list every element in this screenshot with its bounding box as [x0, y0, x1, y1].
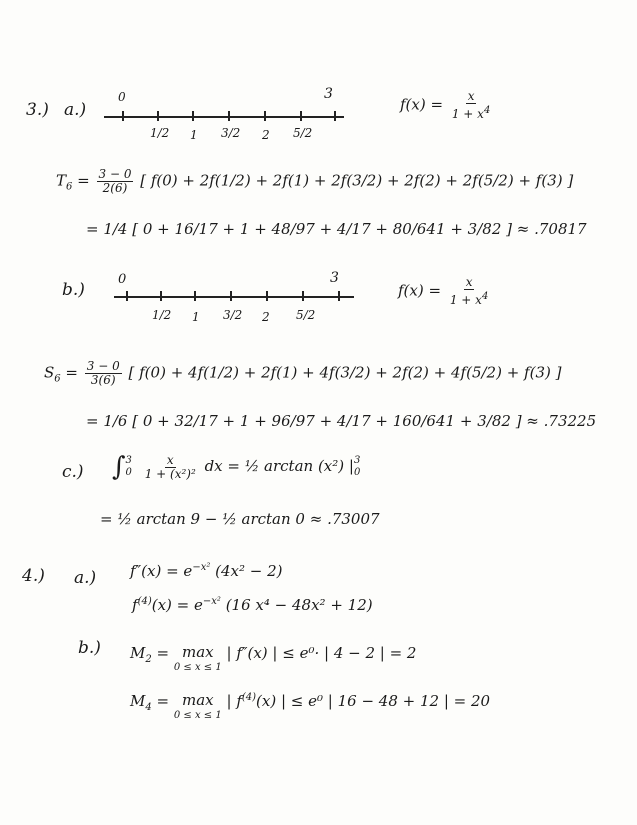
- integral-result: = ½ arctan 9 − ½ arctan 0 ≈ .73007: [100, 510, 380, 528]
- function-b-lhs: f(x) =: [398, 281, 442, 300]
- m4-rhs-sup: (4): [241, 692, 257, 703]
- trapezoid-line2-prefix: = 1/4 [ 0 +: [86, 220, 170, 238]
- trapezoid-term: 3/82: [467, 220, 502, 238]
- tick-a-label: 1/2: [150, 126, 170, 140]
- simpson-term: 160/641: [392, 412, 456, 430]
- m2-bound: [130, 644, 416, 676]
- number-line-b-end: 3: [330, 270, 339, 286]
- tick-a-label: 3/2: [221, 126, 241, 140]
- tick-a-label: 2: [262, 128, 270, 142]
- function-a-num: x: [467, 89, 475, 103]
- number-line-b-start: 0: [118, 272, 127, 287]
- m2-range: 0 ≤ x ≤ 1: [173, 662, 222, 673]
- tick-a-2: [192, 111, 194, 121]
- integral-rhs: dx = ½ arctan (x²) |: [204, 457, 354, 475]
- tick-a-0: [122, 111, 124, 121]
- tick-b-label: 5/2: [296, 308, 316, 322]
- m4-max: max: [181, 691, 214, 709]
- part-4a-label: a.): [74, 568, 97, 588]
- part-3b-label: b.): [62, 280, 85, 300]
- fourth-derivative-mid: (x) = e: [151, 596, 203, 614]
- second-derivative: [130, 562, 283, 580]
- m2-max: max: [181, 643, 214, 661]
- m4-lhs: M: [130, 692, 146, 710]
- tick-a-3: [228, 111, 230, 121]
- trapezoid-term: 48/97: [271, 220, 315, 238]
- tick-a-1: [157, 111, 159, 121]
- trapezoid-term: 16/17: [174, 220, 218, 238]
- tick-b-label: 3/2: [223, 308, 243, 322]
- m4-range: 0 ≤ x ≤ 1: [173, 710, 222, 721]
- trapezoid-lhs: T: [56, 171, 67, 190]
- simpson-result: ] ≈ .73225: [515, 412, 597, 430]
- fourth-derivative-exp: −x²: [202, 596, 221, 607]
- part-4b-label: b.): [78, 638, 101, 658]
- simpson-term: 96/97: [271, 412, 315, 430]
- trapezoid-formula: $T_6$ = $\frac{3 - 0}{2(6)}$ [ f(0) + 2f(1/2) + 2f(1) + 2f(3/2) + 2f(2) + 2f(5/2) + f(3) ]: [56, 167, 574, 195]
- tick-a-5: [300, 111, 302, 121]
- integral-num: x: [166, 452, 174, 467]
- second-derivative-rhs: (4x² − 2): [215, 562, 283, 580]
- m4-rhs-post: (x) | ≤ e⁰ | 16 − 48 + 12 | = 20: [256, 692, 491, 710]
- trapezoid-expression: [ f(0) + 2f(1/2) + 2f(1) + 2f(3/2) + 2f(2) + 2f(5/2) + f(3) ]: [140, 171, 574, 190]
- trapezoid-sub: 6: [66, 181, 73, 193]
- function-a-den: 1 + x: [451, 107, 484, 121]
- integral-den: 1 + (x²)²: [144, 466, 196, 481]
- function-a-den-exp: 4: [483, 105, 491, 116]
- simpson-term: 4/17: [336, 412, 371, 430]
- trapezoid-term: +: [450, 220, 463, 238]
- m2-sub: 2: [145, 654, 152, 665]
- m4-eq: =: [156, 692, 170, 710]
- m4-rhs-pre: | f: [226, 692, 242, 710]
- problem-3-label: 3.): [26, 100, 49, 120]
- fourth-derivative-lhs: f: [132, 596, 138, 614]
- simpson-term: +: [319, 412, 333, 430]
- simpson-evaluation: [86, 412, 596, 430]
- part-3c-label: c.): [62, 462, 84, 482]
- tick-b-5: [302, 291, 304, 301]
- tick-b-1: [160, 291, 162, 301]
- tick-a-4: [264, 111, 266, 121]
- function-a-lhs: f(x) =: [400, 95, 444, 114]
- tick-a-6: [334, 111, 336, 121]
- simpson-line2-prefix: = 1/6 [ 0 +: [86, 412, 170, 430]
- tick-b-2: [194, 291, 196, 301]
- function-b: [398, 276, 492, 307]
- trapezoid-result: ] ≈ .70817: [506, 220, 587, 238]
- m4-sub: 4: [145, 702, 152, 713]
- tick-b-label: 2: [262, 310, 270, 324]
- trapezoid-coef-den: 2(6): [102, 181, 128, 195]
- m2-lhs: M: [130, 644, 146, 662]
- function-b-den-exp: 4: [481, 291, 489, 302]
- tick-a-label: 1: [190, 128, 198, 142]
- simpson-formula: $S_6$ = $\frac{3 - 0}{3(6)}$ [ f(0) + 4f(1/2) + 2f(1) + 4f(3/2) + 2f(2) + 4f(5/2) + f(3) ]: [44, 359, 562, 387]
- simpson-sub: 6: [54, 373, 61, 385]
- trapezoid-coef-num: 3 − 0: [98, 167, 132, 181]
- integral-expression: [112, 452, 360, 482]
- m2-eq: =: [156, 644, 170, 662]
- function-b-den: 1 + x: [449, 293, 482, 307]
- part-3a-label: a.): [64, 100, 87, 120]
- simpson-term: 32/17: [174, 412, 218, 430]
- m4-bound: [130, 692, 490, 724]
- simpson-term: +: [459, 412, 473, 430]
- simpson-term: +: [375, 412, 388, 430]
- integral-sign-icon: ∫: [112, 452, 126, 482]
- simpson-coef-den: 3(6): [90, 373, 116, 387]
- fourth-derivative-order: (4): [137, 596, 152, 607]
- function-a: [400, 90, 494, 121]
- tick-b-6: [338, 291, 340, 301]
- function-b-num: x: [465, 275, 473, 289]
- number-line-a-axis: [104, 116, 344, 118]
- simpson-term: + 1 +: [222, 412, 267, 430]
- trapezoid-term: +: [375, 220, 388, 238]
- number-line-a-end: 3: [324, 86, 333, 102]
- tick-b-4: [266, 291, 268, 301]
- simpson-expression: [ f(0) + 4f(1/2) + 2f(1) + 4f(3/2) + 2f(2) + 4f(5/2) + f(3) ]: [128, 363, 562, 382]
- second-derivative-lhs: f″(x) = e: [130, 562, 193, 580]
- tick-b-label: 1/2: [152, 308, 172, 322]
- tick-b-label: 1: [192, 310, 200, 324]
- eval-lower: 0: [353, 467, 361, 478]
- integral-upper: 3: [125, 455, 132, 466]
- problem-4-label: 4.): [22, 566, 45, 586]
- second-derivative-exp: −x²: [192, 562, 211, 573]
- simpson-lhs: S: [44, 363, 55, 382]
- trapezoid-term: 80/641: [392, 220, 446, 238]
- simpson-coef-num: 3 − 0: [86, 359, 120, 373]
- simpson-term: 3/82: [477, 412, 511, 430]
- trapezoid-evaluation: [86, 220, 587, 238]
- number-line-b-axis: [114, 296, 354, 298]
- fourth-derivative: [132, 596, 373, 614]
- eval-upper: 3: [353, 455, 361, 466]
- fourth-derivative-rhs: (16 x⁴ − 48x² + 12): [225, 596, 373, 614]
- trapezoid-term: 4/17: [336, 220, 371, 238]
- trapezoid-term: +: [319, 220, 333, 238]
- trapezoid-term: + 1 +: [222, 220, 267, 238]
- number-line-a-start: 0: [118, 90, 126, 104]
- integral-lower: 0: [125, 467, 132, 478]
- tick-b-3: [230, 291, 232, 301]
- tick-b-0: [126, 291, 128, 301]
- tick-a-label: 5/2: [293, 126, 313, 140]
- m2-rhs: | f″(x) | ≤ e⁰· | 4 − 2 | = 2: [226, 644, 417, 662]
